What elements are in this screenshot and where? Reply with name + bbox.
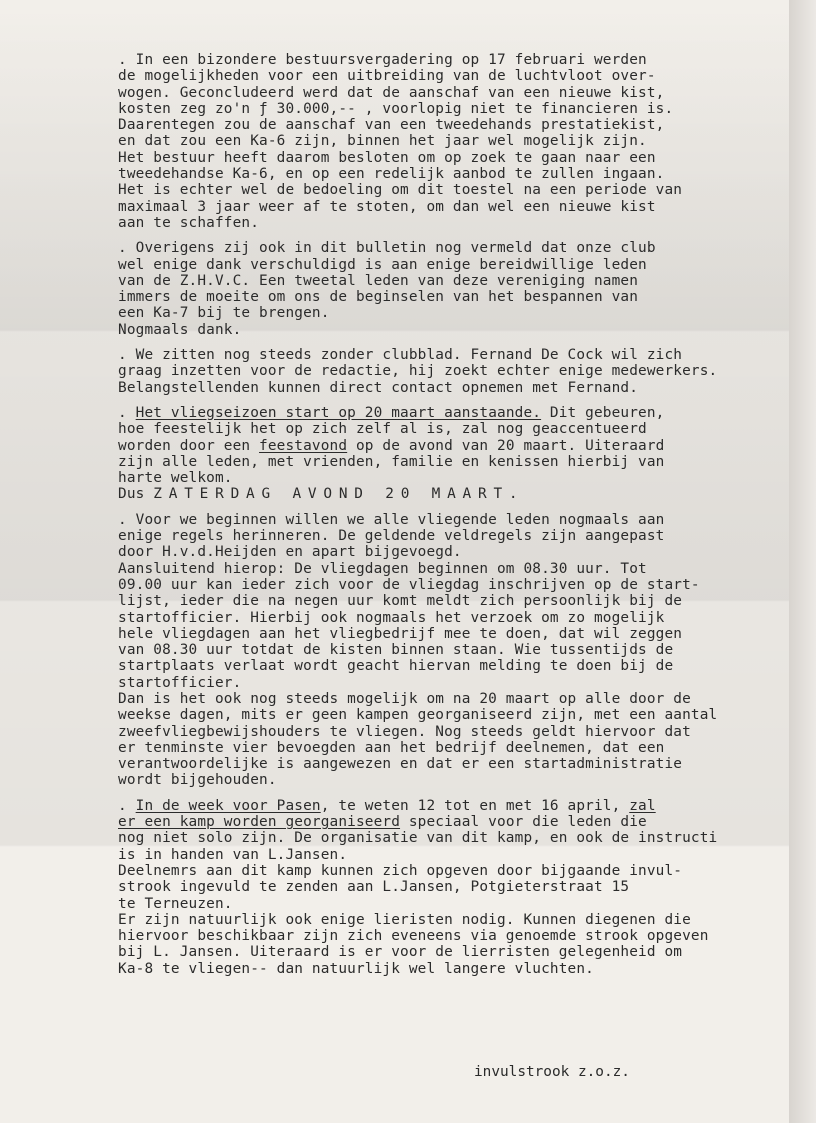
text-line: hele vliegdagen aan het vliegbedrijf mee te doen, dat wil zeggen <box>118 625 683 642</box>
text-line: wel enige dank verschuldigd is aan enige bereidwillige leden <box>118 256 647 273</box>
spaced-text: ZATERDAG AVOND 20 MAART. <box>153 486 525 503</box>
text-line <box>118 814 790 830</box>
text-line: Er zijn natuurlijk ook enige lieristen nodig. Kunnen diegenen die <box>118 911 691 928</box>
text-line: en dat zou een Ka-6 zijn, binnen het jaar wel mogelijk zijn. <box>118 133 647 150</box>
text-line: startofficier. Hierbij ook nogmaals het verzoek om zo mogelijk <box>118 609 665 626</box>
paragraph-luchtvloot <box>118 52 790 231</box>
text-line: te Terneuzen. <box>118 895 233 912</box>
text-line: harte welkom. <box>118 470 233 487</box>
text-segment: . <box>118 797 136 814</box>
text-line: wordt bijgehouden. <box>118 772 277 789</box>
underlined-text: feestavond <box>259 437 348 454</box>
text-line: Het is echter wel de bedoeling om dit toestel na een periode van <box>118 182 683 199</box>
text-line: zweefvliegbewijshouders te vliegen. Nog steeds geldt hiervoor dat <box>118 723 691 740</box>
text-line: bij L. Jansen. Uiteraard is er voor de lierristen gelegenheid om <box>118 944 683 961</box>
paragraph-clubblad <box>118 347 790 396</box>
text-line: een Ka-7 bij te brengen. <box>118 305 330 322</box>
text-line: strook ingevuld te zenden aan L.Jansen, Potgieterstraat 15 <box>118 879 630 896</box>
text-segment: worden door een <box>118 437 260 454</box>
text-line <box>118 486 790 502</box>
text-line: Daarentegen zou de aanschaf van een tweedehands prestatiekist, <box>118 117 665 134</box>
paragraph-kamp-pasen <box>118 798 790 977</box>
text-line: de mogelijkheden voor een uitbreiding van de luchtvloot over- <box>118 68 656 85</box>
text-line: Het bestuur heeft daarom besloten om op zoek te gaan naar een <box>118 149 656 166</box>
text-line: van de Z.H.V.C. Een tweetal leden van deze vereniging namen <box>118 272 639 289</box>
text-line: . Voor we beginnen willen we alle vliegende leden nogmaals aan <box>118 511 665 528</box>
text-line: immers de moeite om ons de beginselen van het bespannen van <box>118 289 639 306</box>
underlined-text: Het vliegseizoen start op 20 maart aanstaande. <box>135 404 542 421</box>
underlined-text: er een kamp worden georganiseerd <box>118 814 401 831</box>
text-line: . In een bizondere bestuursvergadering op 17 februari werden <box>118 52 647 68</box>
text-line: Nogmaals dank. <box>118 321 242 338</box>
text-segment: speciaal voor die leden die <box>400 814 647 831</box>
text-segment: Dus <box>118 486 154 503</box>
text-line: weekse dagen, mits er geen kampen georganiseerd zijn, met een aantal <box>118 707 718 724</box>
text-line: hoe feestelijk het op zich zelf al is, zal nog geaccentueerd <box>118 421 647 438</box>
text-line: er tenminste vier bevoegden aan het bedrijf deelnemen, dat een <box>118 739 665 756</box>
text-line <box>118 798 790 814</box>
text-segment: . <box>118 404 136 421</box>
text-line: door H.v.d.Heijden en apart bijgevoegd. <box>118 544 462 561</box>
text-line: Belangstellenden kunnen direct contact opnemen met Fernand. <box>118 379 639 396</box>
footer-note: invulstrook z.o.z. <box>474 1064 630 1080</box>
text-line: is in handen van L.Jansen. <box>118 846 348 863</box>
scanner-edge <box>789 0 816 1123</box>
text-line: Deelnemrs aan dit kamp kunnen zich opgeven door bijgaande invul- <box>118 862 683 879</box>
text-line: startofficier. <box>118 674 242 691</box>
text-line: maximaal 3 jaar weer af te stoten, om dan wel een nieuwe kist <box>118 198 656 215</box>
text-line: . Overigens zij ook in dit bulletin nog vermeld dat onze club <box>118 240 656 257</box>
underlined-text: zal <box>629 797 656 814</box>
text-line: zijn alle leden, met vrienden, familie en kenissen hierbij van <box>118 453 665 470</box>
text-segment: , te weten 12 tot en met 16 april, <box>320 797 630 814</box>
text-line: hiervoor beschikbaar zijn zich eveneens via genoemde strook opgeven <box>118 928 709 945</box>
text-line: Dan is het ook nog steeds mogelijk om na 20 maart op alle door de <box>118 690 691 707</box>
text-line <box>118 405 790 421</box>
text-line: verantwoordelijke is aangewezen en dat er een startadministratie <box>118 756 683 773</box>
text-line: tweedehandse Ka-6, en op een redelijk aanbod te zullen ingaan. <box>118 166 665 183</box>
document-body <box>118 52 790 986</box>
text-line: Aansluitend hierop: De vliegdagen beginnen om 08.30 uur. Tot <box>118 560 647 577</box>
text-line: nog niet solo zijn. De organisatie van dit kamp, en ook de instructi <box>118 830 718 847</box>
text-segment: Dit gebeuren, <box>541 404 665 421</box>
paragraph-dank <box>118 240 790 338</box>
text-line: wogen. Geconcludeerd werd dat de aanschaf van een nieuwe kist, <box>118 84 665 101</box>
text-line: lijst, ieder die na negen uur komt meldt zich persoonlijk bij de <box>118 593 683 610</box>
paragraph-vliegseizoen <box>118 405 790 503</box>
text-line: van 08.30 uur totdat de kisten binnen staan. Wie tussentijds de <box>118 642 674 659</box>
paragraph-veldregels <box>118 512 790 789</box>
text-line: . We zitten nog steeds zonder clubblad. Fernand De Cock wil zich <box>118 347 683 364</box>
text-line: aan te schaffen. <box>118 214 260 231</box>
text-segment: op de avond van 20 maart. Uiteraard <box>347 437 665 454</box>
text-line: startplaats verlaat wordt geacht hiervan melding te doen bij de <box>118 658 674 675</box>
text-line: Ka-8 te vliegen-- dan natuurlijk wel langere vluchten. <box>118 960 594 977</box>
text-line: graag inzetten voor de redactie, hij zoekt echter enige medewerkers. <box>118 363 718 380</box>
underlined-text: In de week voor Pasen <box>135 797 321 814</box>
text-line <box>118 438 790 454</box>
text-line: enige regels herinneren. De geldende veldregels zijn aangepast <box>118 528 665 545</box>
text-line: 09.00 uur kan ieder zich voor de vliegdag inschrijven op de start- <box>118 576 700 593</box>
text-line: kosten zeg zo'n ƒ 30.000,-- , voorlopig niet te financieren is. <box>118 100 674 117</box>
